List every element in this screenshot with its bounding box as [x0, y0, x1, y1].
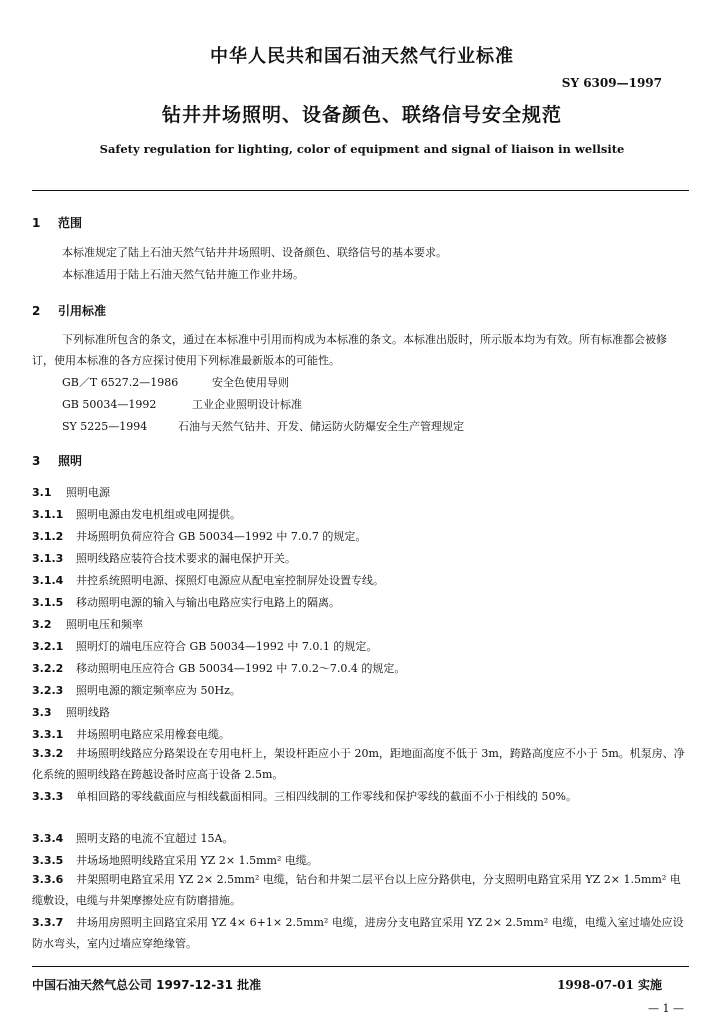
section-title: 引用标准: [58, 304, 107, 318]
clause-3-1-5: [32, 594, 340, 610]
clause-text: 照明灯的端电压应符合 GB 50034—1992 中 7.0.1 的规定。: [76, 640, 378, 653]
reference-row: [62, 418, 464, 434]
clause-number: 3.3.2: [32, 747, 64, 760]
clause-number: 3.3.5: [32, 854, 64, 867]
clause-text: 井控系统照明电源、探照灯电源应从配电室控制屏处设置专线。: [76, 574, 384, 587]
clause-number: 3.2.3: [32, 684, 64, 697]
clause-number: 3.1: [32, 486, 52, 499]
reference-code: SY 5225—1994: [62, 420, 148, 433]
standard-code: SY 6309—1997: [561, 76, 662, 90]
clause-title: 照明线路: [66, 706, 110, 719]
header-rule: [32, 190, 689, 191]
clause-text: 单相回路的零线截面应与相线截面相同。三相四线制的工作零线和保护零线的截面不小于相线的 50%。: [76, 790, 577, 803]
footer-rule: [32, 966, 689, 967]
clause-3-3-5: [32, 852, 318, 868]
clause-number: 3.1.2: [32, 530, 64, 543]
clause-3-2-1: [32, 638, 377, 654]
clause-number: 3.3.6: [32, 873, 64, 886]
effective-date: 1998-07-01 实施: [557, 978, 662, 992]
clause-text: 井场场地照明线路宜采用 YZ 2× 1.5mm² 电缆。: [76, 854, 318, 867]
clause-3-3: [32, 704, 110, 720]
clause-text: 照明线路应装符合技术要求的漏电保护开关。: [76, 552, 296, 565]
section-number: 2: [32, 304, 41, 318]
reference-name: 石油与天然气钻井、开发、储运防火防爆安全生产管理规定: [178, 420, 464, 433]
clause-text: 井场照明线路应分路架设在专用电杆上，架设杆距应小于 20m，距地面高度不低于 3m，跨路高度应不小于 5m。机泵房、净化系统的照明线路在跨越设备时应高于设备 2.5m。: [32, 747, 685, 781]
clause-3-3-7: [32, 912, 687, 954]
document-title: 钻井井场照明、设备颜色、联络信号安全规范: [161, 104, 562, 126]
reference-code: GB／T 6527.2—1986: [62, 376, 179, 389]
section-2-para-1: 下列标准所包含的条文，通过在本标准中引用而构成为本标准的条文。本标准出版时，所示版本均为有效。所有标准都会被修订，使用本标准的各方应探讨使用下列标准最新版本的可能性。: [32, 333, 667, 367]
clause-number: 3.2.2: [32, 662, 64, 675]
clause-text: 照明电源由发电机组或电网提供。: [76, 508, 241, 521]
clause-text: 井架照明电路宜采用 YZ 2× 2.5mm² 电缆，钻台和井架二层平台以上应分路供电，分支照明电路宜采用 YZ 2× 1.5mm² 电缆敷设，电缆与井架摩擦处应有防磨措施。: [32, 873, 681, 907]
clause-number: 3.1.5: [32, 596, 64, 609]
clause-text: 照明电源的额定频率应为 50Hz。: [76, 684, 241, 697]
clause-3-3-2: [32, 743, 687, 785]
section-1-para-2: 本标准适用于陆上石油天然气钻井施工作业井场。: [62, 268, 304, 281]
section-title: 范围: [58, 216, 83, 230]
section-1-heading: [32, 214, 82, 231]
clause-3-1-3: [32, 550, 296, 566]
clause-3-1-4: [32, 572, 384, 588]
page-number: — 1 —: [648, 1002, 684, 1015]
clause-3-2: [32, 616, 143, 632]
clause-text: 移动照明电压应符合 GB 50034—1992 中 7.0.2～7.0.4 的规定。: [76, 662, 406, 675]
clause-3-1: [32, 484, 110, 500]
approval-line: 中国石油天然气总公司 1997-12-31 批准: [32, 978, 262, 992]
section-1-para-1: 本标准规定了陆上石油天然气钻井井场照明、设备颜色、联络信号的基本要求。: [62, 246, 447, 259]
section-title: 照明: [58, 454, 83, 468]
clause-3-2-3: [32, 682, 241, 698]
clause-number: 3.3.3: [32, 790, 64, 803]
clause-number: 3.3.7: [32, 916, 64, 929]
clause-text: 井场用房照明主回路宜采用 YZ 4× 6+1× 2.5mm² 电缆，进房分支电路宜采用 YZ 2× 2.5mm² 电缆，电缆入室过墙处应设防水弯头，室内过墙应穿绝缘管。: [32, 916, 684, 950]
reference-name: 安全色使用导则: [212, 376, 289, 389]
reference-row: [62, 396, 302, 412]
clause-title: 照明电压和频率: [66, 618, 143, 631]
section-number: 1: [32, 216, 41, 230]
clause-3-1-1: [32, 506, 241, 522]
clause-number: 3.1.3: [32, 552, 64, 565]
clause-3-3-3: [32, 786, 687, 807]
section-3-heading: [32, 452, 82, 469]
clause-3-3-1: [32, 726, 230, 742]
clause-title: 照明电源: [66, 486, 110, 499]
section-number: 3: [32, 454, 41, 468]
clause-text: 移动照明电源的输入与输出电路应实行电路上的隔离。: [76, 596, 340, 609]
reference-name: 工业企业照明设计标准: [192, 398, 302, 411]
clause-text: 照明支路的电流不宜超过 15A。: [76, 832, 234, 845]
clause-number: 3.1.1: [32, 508, 64, 521]
clause-3-1-2: [32, 528, 366, 544]
clause-number: 3.3.1: [32, 728, 64, 741]
clause-number: 3.3: [32, 706, 52, 719]
clause-3-3-6: [32, 869, 687, 911]
reference-code: GB 50034—1992: [62, 398, 157, 411]
clause-number: 3.2.1: [32, 640, 64, 653]
clause-text: 井场照明负荷应符合 GB 50034—1992 中 7.0.7 的规定。: [76, 530, 367, 543]
clause-number: 3.3.4: [32, 832, 64, 845]
section-2-heading: [32, 302, 106, 319]
clause-number: 3.1.4: [32, 574, 64, 587]
clause-3-3-4: [32, 830, 233, 846]
clause-text: 井场照明电路应采用橡套电缆。: [76, 728, 230, 741]
reference-row: [62, 374, 289, 390]
standard-category: 中华人民共和国石油天然气行业标准: [210, 46, 514, 67]
clause-3-2-2: [32, 660, 405, 676]
document-subtitle-english: Safety regulation for lighting, color of equipment and signal of liaison in wellsite: [99, 142, 625, 156]
clause-number: 3.2: [32, 618, 52, 631]
